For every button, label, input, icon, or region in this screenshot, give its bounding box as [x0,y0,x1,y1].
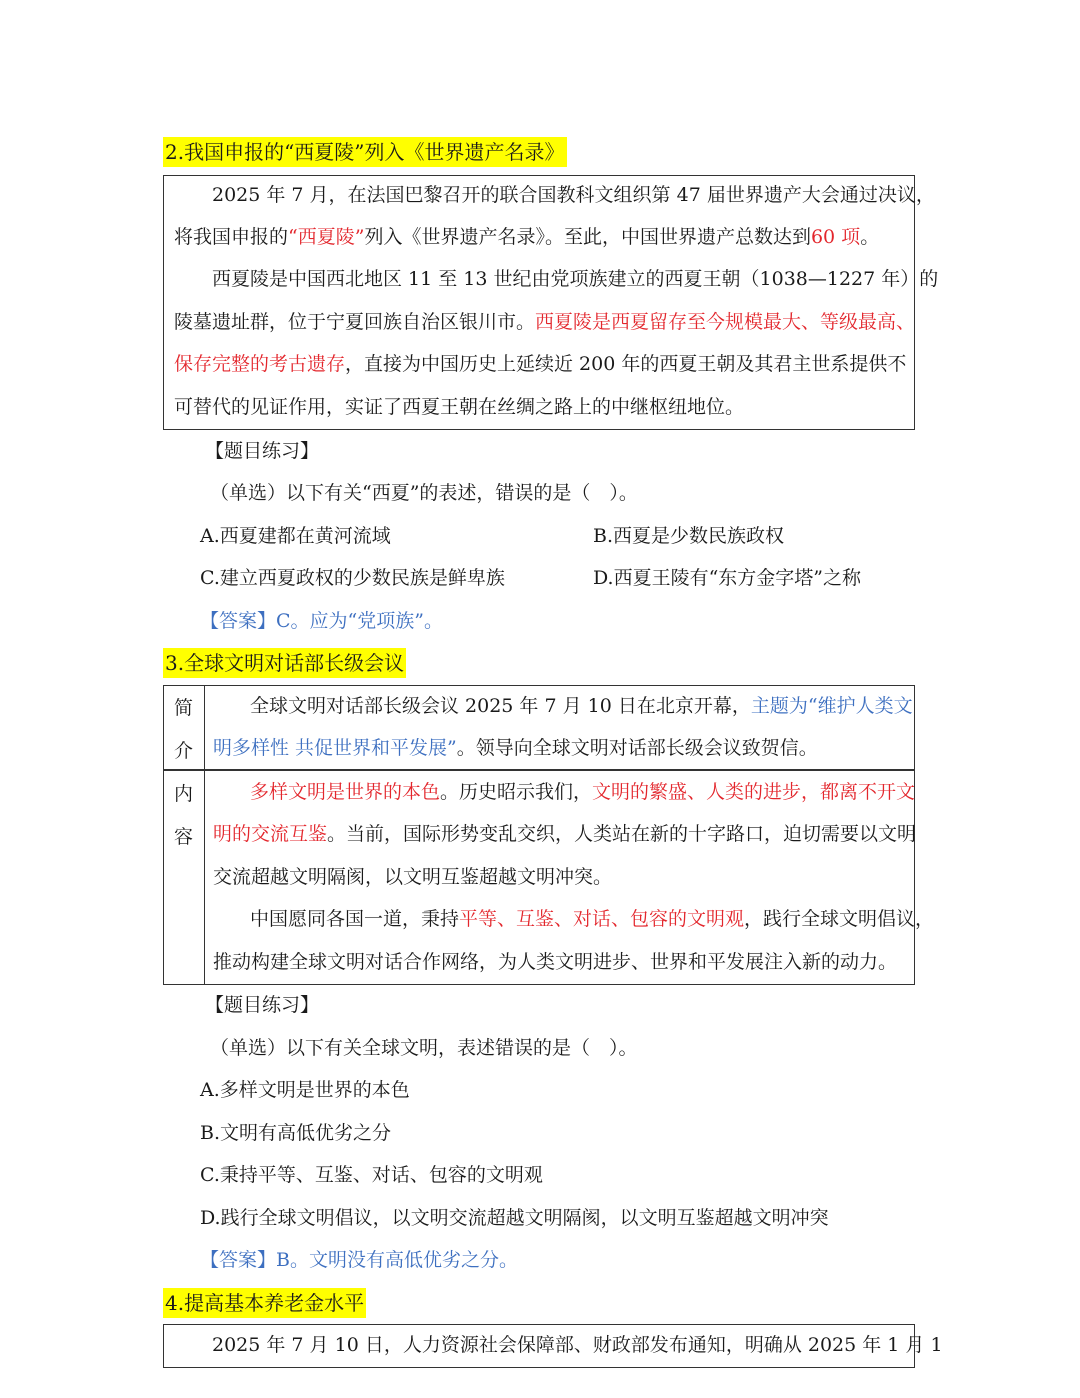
text: ，直接为中国历史上延续近 200 年的西夏王朝及其君主世系提供不 [345,353,907,375]
section2-answer: 【答案】C。应为“党项族”。 [200,610,443,632]
text: 。历史昭示我们， [440,781,593,803]
section3-option-a: A.多样文明是世界的本色 [200,1079,410,1101]
section4-line1: 2025 年 7 月 10 日，人力资源社会保障部、财政部发布通知，明确从 2025 年 1 月 1 [212,1334,943,1356]
text: 。领导向全球文明对话部长级会议致贺信。 [456,737,818,759]
section2-p1-line2 [174,216,879,258]
section2-question: （单选）以下有关“西夏”的表述，错误的是（ ）。 [210,482,638,504]
highlight-text: 西夏陵是西夏留存至今规模最大、等级最高、 [535,311,916,333]
section3-question: （单选）以下有关全球文明，表述错误的是（ ）。 [210,1037,638,1059]
section2-option-c: C.建立西夏政权的少数民族是鲜卑族 [200,567,505,589]
section2-p2-line3 [174,343,906,385]
text: 全球文明对话部长级会议 2025 年 7 月 10 日在北京开幕， [250,695,751,717]
text: ，践行全球文明倡议， [744,908,935,930]
section2-p1-line1: 2025 年 7 月，在法国巴黎召开的联合国教科文组织第 47 届世界遗产大会通过决议， [212,184,935,206]
highlight-text: 文明的繁盛、人类的进步，都离不开文 [592,781,916,803]
section2-p2-line1: 西夏陵是中国西北地区 11 至 13 世纪由党项族建立的西夏王朝（1038—1227 年）的 [212,268,939,290]
text: 中国愿同各国一道，秉持 [250,908,460,930]
text: 。 [860,226,880,248]
section3-practice-label: 【题目练习】 [205,994,320,1016]
section3-option-d: D.践行全球文明倡议，以文明交流超越文明隔阂，以文明互鉴超越文明冲突 [200,1207,829,1229]
section2-option-d: D.西夏王陵有“东方金字塔”之称 [593,567,862,589]
section2-heading: 2.我国申报的“西夏陵”列入《世界遗产名录》 [163,137,567,167]
section3-intro-line2 [213,727,818,769]
section2-option-a: A.西夏建都在黄河流域 [200,525,391,547]
section3-answer: 【答案】B。文明没有高低优劣之分。 [200,1249,518,1271]
section3-c1-line3: 交流超越文明隔阂，以文明互鉴超越文明冲突。 [213,866,613,888]
section3-c1-line1 [250,771,915,813]
text: 。当前，国际形势变乱交织，人类站在新的十字路口，迫切需要以文明 [327,823,917,845]
highlight-text: 保存完整的考古遗存 [174,353,346,375]
intro-label-cell [164,686,205,770]
text: 列入《世界遗产名录》。至此，中国世界遗产总数达到 [364,226,811,248]
section4-heading: 4.提高基本养老金水平 [163,1288,366,1318]
text: 陵墓遗址群，位于宁夏回族自治区银川市。 [174,311,536,333]
section3-c2-line2: 推动构建全球文明对话合作网络，为人类文明进步、世界和平发展注入新的动力。 [213,951,898,973]
highlight-text: “西夏陵” [288,226,365,248]
section2-p2-line2 [174,301,915,343]
section3-c1-line2 [213,813,916,855]
section3-heading: 3.全球文明对话部长级会议 [163,648,406,678]
section2-option-b: B.西夏是少数民族政权 [593,525,785,547]
highlight-text: 明的交流互鉴 [213,823,328,845]
theme-text: 明多样性 共促世界和平发展” [213,737,457,759]
content-label-2: 容 [174,826,194,848]
intro-label-1: 简 [174,697,194,719]
content-label-1: 内 [174,783,194,805]
intro-label-2: 介 [174,740,194,762]
text: 将我国申报的 [174,226,289,248]
section3-option-c: C.秉持平等、互鉴、对话、包容的文明观 [200,1164,543,1186]
section2-practice-label: 【题目练习】 [205,440,320,462]
highlight-text: 平等、互鉴、对话、包容的文明观 [459,908,745,930]
section3-option-b: B.文明有高低优劣之分 [200,1122,392,1144]
highlight-text: 60 项 [810,226,861,248]
section2-p2-line4: 可替代的见证作用，实证了西夏王朝在丝绸之路上的中继枢纽地位。 [174,396,745,418]
content-label-cell [164,770,205,984]
theme-text: 主题为“维护人类文 [750,695,913,717]
section3-intro-line1 [250,685,913,727]
highlight-text: 多样文明是世界的本色 [250,781,441,803]
section3-c2-line1 [250,898,934,940]
